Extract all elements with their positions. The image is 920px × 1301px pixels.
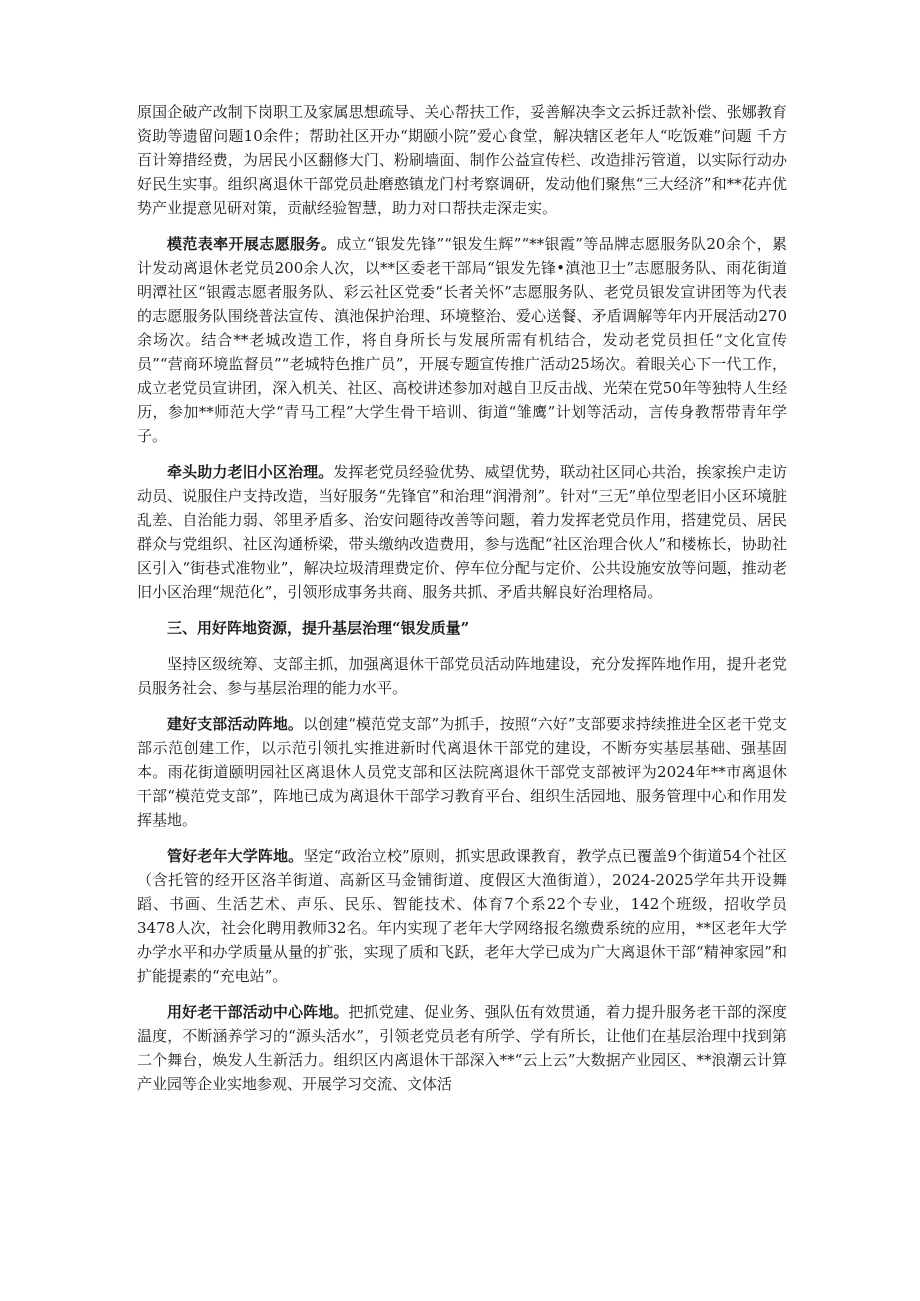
- paragraph-activity-center: [137, 1000, 787, 1096]
- paragraph-text: 坚持区级统筹、支部主抓，加强离退休干部党员活动阵地建设，充分发挥阵地作用，提升老党员服务社会、参与基层治理的能力水平。: [137, 655, 787, 697]
- paragraph-text: 发挥老党员经验优势、威望优势，联动社区同心共治，挨家挨户走访动员、说服住户支持改造，当好服务“先锋官”和治理“润滑剂”。针对“三无”单位型老旧小区环境脏乱差、自治能力弱、邻里矛盾多、治安问题待改善等问题，着力发挥老党员作用，搭建党员、居民群众与党组织、社区沟通桥梁，带头缴纳改造费用，参与选配“社区治理合伙人”和楼栋长，协助社区引入“街巷式准物业”，解决垃圾清理费定价、停车位分配与定价、公共设施安放等问题，推动老旧小区治理“规范化”，引领形成事务共商、服务共抓、矛盾共解良好治理格局。: [137, 463, 787, 601]
- paragraph-lead: 管好老年大学阵地。: [167, 847, 304, 865]
- paragraph-old-community-governance: [137, 460, 787, 604]
- paragraph-lead: 模范表率开展志愿服务。: [167, 235, 337, 253]
- paragraph-section-intro: [137, 652, 787, 700]
- paragraph-lead: 用好老干部活动中心阵地。: [167, 1003, 349, 1021]
- paragraph-lead: 牵头助力老旧小区治理。: [167, 463, 334, 481]
- paragraph-lead: 建好支部活动阵地。: [167, 715, 303, 733]
- section-heading: 三、用好阵地资源，提升基层治理“银发质量”: [167, 619, 470, 637]
- paragraph-text: 以创建“模范党支部”为抓手，按照“六好”支部要求持续推进全区老干党支部示范创建工作，以示范引领扎实推进新时代离退休干部党的建设，不断夯实基层基础、强基固本。雨花街道颐明园社区离退休人员党支部和区法院离退休干部党支部被评为2024年**市离退休干部“模范党支部”，阵地已成为离退休干部学习教育平台、组织生活园地、服务管理中心和作用发挥基地。: [137, 715, 787, 829]
- paragraph-text: 成立“银发先锋”“银发生辉”“**银霞”等品牌志愿服务队20余个，累计发动离退休老党员200余人次，以**区委老干部局“银发先锋•滇池卫士”志愿服务队、雨花街道明潭社区“银霞志愿者服务队、彩云社区党委“长者关怀”志愿服务队、老党员银发宣讲团等为代表的志愿服务队围绕普法宣传、滇池保护治理、环境整治、爱心送餐、矛盾调解等年内开展活动270余场次。结合**老城改造工作，将自身所长与发展所需有机结合，发动老党员担任“文化宣传员”“营商环境监督员”“老城特色推广员”，开展专题宣传推广活动25场次。着眼关心下一代工作，成立老党员宣讲团，深入机关、社区、高校讲述参加对越自卫反击战、光荣在党50年等独特人生经历，参加**师范大学“青马工程”大学生骨干培训、街道“雏鹰”计划等活动，言传身教帮带青年学子。: [137, 235, 787, 445]
- paragraph-text: 原国企破产改制下岗职工及家属思想疏导、关心帮扶工作，妥善解决李文云拆迁款补偿、张娜教育资助等遗留问题10余件；帮助社区开办“期颐小院”爱心食堂，解决辖区老年人“吃饭难”问题 千方百计筹措经费，为居民小区翻修大门、粉刷墙面、制作公益宣传栏、改造排污管道，以实际行动办好民生实事。组织离退休干部党员赴磨憨镇龙门村考察调研，发动他们聚焦“三大经济”和**花卉优势产业提意见研对策，贡献经验智慧，助力对口帮扶走深走实。: [137, 103, 787, 217]
- paragraph-volunteer-service: [137, 232, 787, 448]
- paragraph-text: 把抓党建、促业务、强队伍有效贯通，着力提升服务老干部的深度温度，不断涵养学习的“源头活水”，引领老党员老有所学、学有所长，让他们在基层治理中找到第二个舞台，焕发人生新活力。组织区内离退休干部深入**“云上云”大数据产业园区、**浪潮云计算产业园等企业实地参观、开展学习交流、文体活: [137, 1003, 787, 1093]
- paragraph-text: 坚定“政治立校”原则，抓实思政课教育，教学点已覆盖9个街道54个社区（含托管的经开区洛羊街道、高新区马金铺街道、度假区大渔街道），2024-2025学年共开设舞蹈、书画、生活艺术、声乐、民乐、智能技术、体育7个系22个专业，142个班级，招收学员3478人次，社会化聘用教师32名。年内实现了老年大学网络报名缴费系统的应用，**区老年大学办学水平和办学质量从量的扩张，实现了质和飞跃，老年大学已成为广大离退休干部“精神家园”和扩能提素的“充电站”。: [137, 847, 787, 985]
- paragraph-senior-university: [137, 844, 787, 988]
- paragraph-continuation: [137, 100, 787, 220]
- document-body: [137, 100, 787, 1108]
- paragraph-branch-position: [137, 712, 787, 832]
